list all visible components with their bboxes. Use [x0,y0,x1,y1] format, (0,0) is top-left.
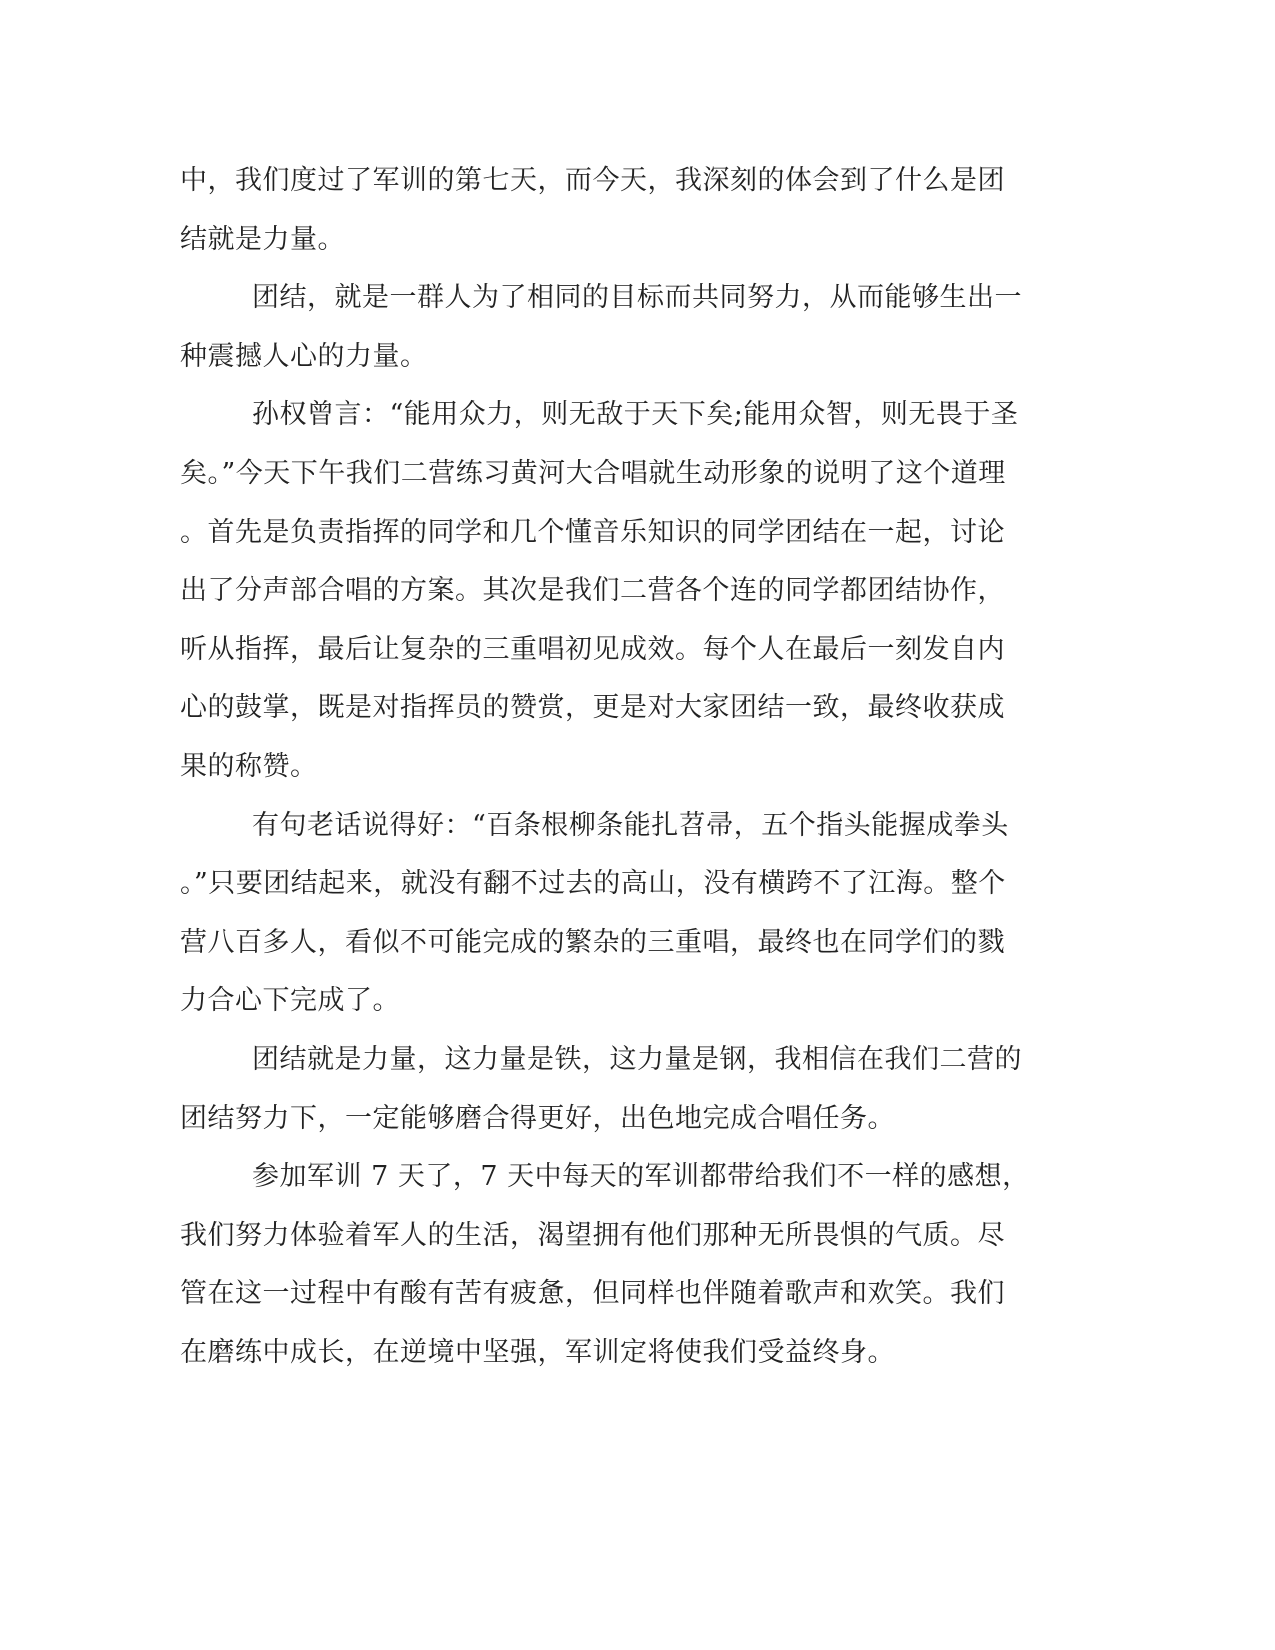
text-line: 团结努力下，一定能够磨合得更好，出色地完成合唱任务。 [180,1102,895,1134]
text-line: 矣。”今天下午我们二营练习黄河大合唱就生动形象的说明了这个道理 [180,457,1006,489]
text-line: 听从指挥，最后让复杂的三重唱初见成效。每个人在最后一刻发自内 [180,633,1005,665]
document-body [180,152,1040,1382]
text-line: 力合心下完成了。 [180,985,400,1017]
text-line: 管在这一过程中有酸有苦有疲惫，但同样也伴随着歌声和欢笑。我们 [180,1278,1005,1310]
text-line: 中，我们度过了军训的第七天，而今天，我深刻的体会到了什么是团 [180,165,1005,196]
text-line: 营八百多人，看似不可能完成的繁杂的三重唱，最终也在同学们的戮 [180,926,1005,958]
text-line: 孙权曾言：“能用众力，则无敌于天下矣;能用众智，则无畏于圣 [252,399,1019,431]
text-line: 有句老话说得好：“百条根柳条能扎苕帚，五个指头能握成拳头 [252,809,1009,841]
text-line: 团结就是力量，这力量是铁，这力量是钢，我相信在我们二营的 [252,1043,1022,1075]
text-line: 在磨练中成长，在逆境中坚强，军训定将使我们受益终身。 [180,1336,895,1368]
text-line: 结就是力量。 [180,223,345,255]
text-line: 。首先是负责指挥的同学和几个懂音乐知识的同学团结在一起，讨论 [180,516,1005,548]
text-line: 心的鼓掌，既是对指挥员的赞赏，更是对大家团结一致，最终收获成 [180,692,1005,724]
text-line: 种震撼人心的力量。 [180,340,428,372]
text-line: 我们努力体验着军人的生活，渴望拥有他们那种无所畏惧的气质。尽 [180,1219,1005,1251]
text-line: 出了分声部合唱的方案。其次是我们二营各个连的同学都团结协作， [180,575,1005,607]
text-line: 团结，就是一群人为了相同的目标而共同努力，从而能够生出一 [252,282,1022,314]
text-line: 果的称赞。 [180,750,318,782]
text-line: 参加军训 7 天了，7 天中每天的军训都带给我们不一样的感想， [252,1161,1030,1193]
text-line: 。”只要团结起来，就没有翻不过去的高山，没有横跨不了江海。整个 [180,868,1006,900]
